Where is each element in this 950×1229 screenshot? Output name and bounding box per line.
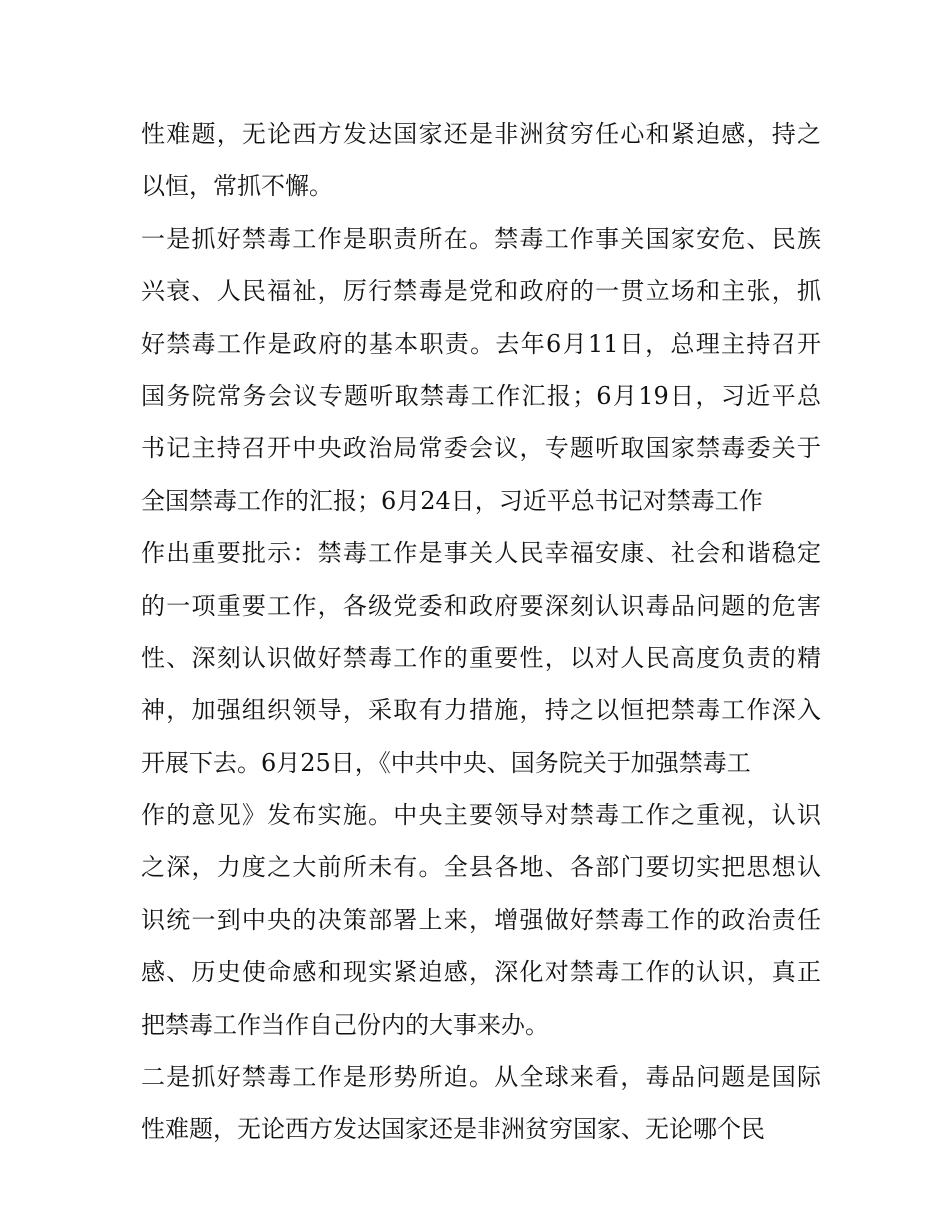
text-line: 全国禁毒工作的汇报；6月24日，习近平总书记对禁毒工作 [141, 486, 763, 515]
text-line: 性难题，无论西方发达国家还是非洲贫穷国家、无论哪个民 [141, 1115, 765, 1144]
text-line: 之深，力度之大前所未有。全县各地、各部门要切实把思想认 [141, 853, 821, 882]
text-line: 好禁毒工作是政府的基本职责。去年6月11日，总理主持召开 [141, 329, 821, 358]
text-line: 作的意见》发布实施。中央主要领导对禁毒工作之重视，认识 [141, 801, 821, 830]
text-line: 神，加强组织领导，采取有力措施，持之以恒把禁毒工作深入 [141, 696, 821, 725]
body-text [141, 108, 821, 1156]
text-line: 性、深刻认识做好禁毒工作的重要性，以对人民高度负责的精 [141, 643, 821, 672]
text-line: 的一项重要工作，各级党委和政府要深刻认识毒品问题的危害 [141, 591, 821, 620]
text-line: 二是抓好禁毒工作是形势所迫。从全球来看，毒品问题是国际 [141, 1063, 821, 1092]
text-line: 把禁毒工作当作自己份内的大事来办。 [141, 1010, 549, 1039]
text-line: 一是抓好禁毒工作是职责所在。禁毒工作事关国家安危、民族 [141, 224, 821, 253]
text-line: 兴衰、人民福祉，厉行禁毒是党和政府的一贯立场和主张，抓 [141, 277, 821, 306]
text-line: 开展下去。6月25日，《中共中央、国务院关于加强禁毒工 [141, 748, 751, 777]
text-line: 性难题，无论西方发达国家还是非洲贫穷任心和紧迫感，持之 [141, 120, 821, 148]
text-line: 识统一到中央的决策部署上来，增强做好禁毒工作的政治责任 [141, 905, 821, 934]
text-line: 以恒，常抓不懈。 [141, 172, 333, 201]
text-line: 作出重要批示：禁毒工作是事关人民幸福安康、社会和谐稳定 [141, 539, 821, 568]
text-line: 感、历史使命感和现实紧迫感，深化对禁毒工作的认识，真正 [141, 958, 821, 987]
text-line: 书记主持召开中央政治局常委会议，专题听取国家禁毒委关于 [141, 434, 821, 463]
text-line: 国务院常务会议专题听取禁毒工作汇报；6月19日，习近平总 [141, 381, 821, 410]
